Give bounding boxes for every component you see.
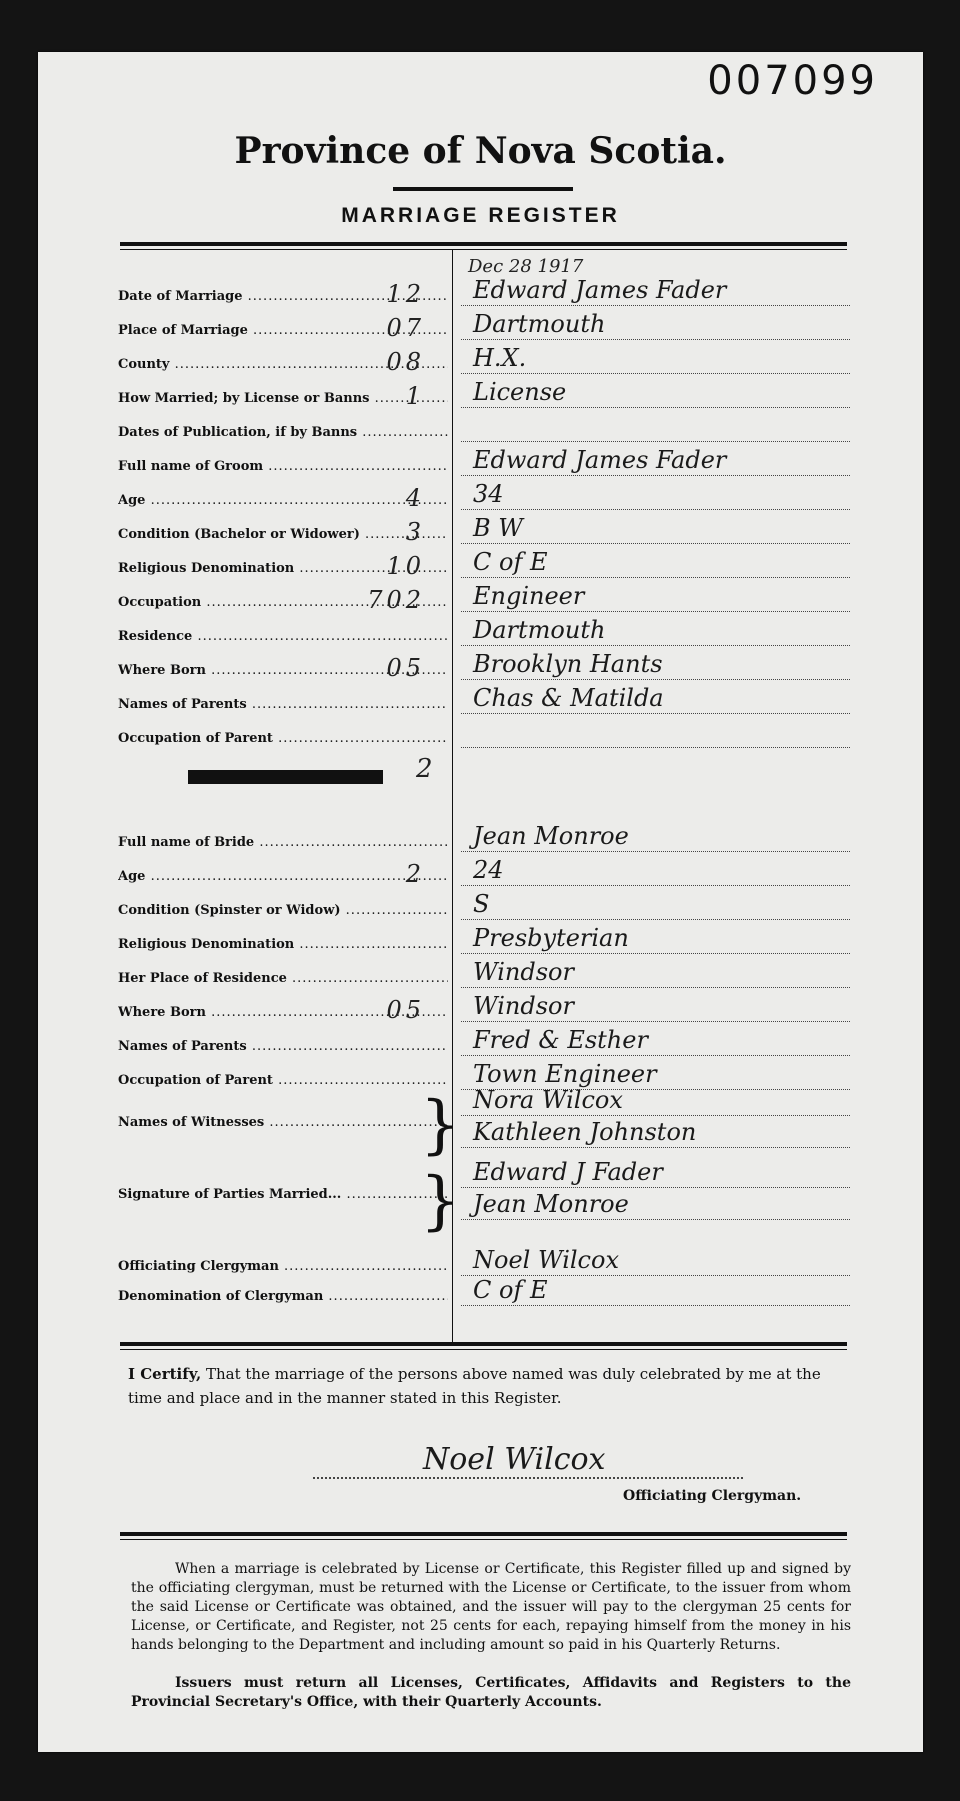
- register-row: [116, 344, 850, 378]
- row-code: 08: [386, 348, 425, 376]
- row-label: Date of Marriage .....: [118, 289, 448, 304]
- row-label: Occupation of Parent .....: [118, 731, 448, 746]
- register-row: [116, 446, 850, 480]
- row-code: 1: [405, 382, 425, 410]
- certify-lead: I Certify,: [128, 1365, 202, 1383]
- row-label: Age .....: [118, 493, 448, 508]
- row-value: [461, 717, 850, 748]
- row-code: 10: [386, 552, 425, 580]
- register-row: [116, 684, 850, 718]
- row-value: Chas & Matilda: [461, 683, 850, 714]
- row-value: Edward James Fader: [461, 445, 850, 476]
- row-value: Fred & Esther: [461, 1025, 850, 1056]
- witness-1-value: Nora Wilcox: [461, 1085, 850, 1116]
- row-value: C of E: [461, 547, 850, 578]
- row-code: 4: [405, 484, 425, 512]
- register-row: [116, 856, 850, 890]
- row-code: 702: [367, 586, 425, 614]
- row-label: County .....: [118, 357, 448, 372]
- row-value: Dartmouth: [461, 615, 850, 646]
- register-row: [116, 616, 850, 650]
- register-row: [116, 310, 850, 344]
- signature-1-value: Edward J Fader: [461, 1157, 850, 1188]
- row-value: C of E: [461, 1275, 850, 1306]
- row-value: Windsor: [461, 957, 850, 988]
- row-value: B W: [461, 513, 850, 544]
- row-label: Condition (Bachelor or Widower) .....: [118, 527, 448, 542]
- signature-row-2: [116, 1187, 850, 1224]
- row-value: Presbyterian: [461, 923, 850, 954]
- register-row: [116, 650, 850, 684]
- row-value: [461, 411, 850, 442]
- row-value: Brooklyn Hants: [461, 649, 850, 680]
- bride-section-bar: [188, 770, 383, 784]
- row-label: Condition (Spinster or Widow) .....: [118, 903, 448, 918]
- row-value: License: [461, 377, 850, 408]
- register-row: [116, 722, 850, 752]
- row-label: Officiating Clergyman .....: [118, 1259, 448, 1274]
- register-row: [116, 548, 850, 582]
- row-label: Age .....: [118, 869, 448, 884]
- row-value: Noel Wilcox: [461, 1245, 850, 1276]
- middle-rule: [120, 1342, 847, 1350]
- row-label: Where Born .....: [118, 663, 448, 678]
- row-value: H.X.: [461, 343, 850, 374]
- row-label: Names of Parents .....: [118, 1039, 448, 1054]
- row-value: Edward James Fader: [461, 275, 850, 306]
- register-row: [116, 276, 850, 310]
- row-value: Jean Monroe: [461, 821, 850, 852]
- register-row: [116, 378, 850, 412]
- register-row: [116, 514, 850, 548]
- row-code: 07: [386, 314, 425, 342]
- instructions-paragraph: When a marriage is celebrated by License or Certificate, this Register filled up and signed by the officiating clergyman, must be returned with the License or Certificate, to the issuer from whom the said License or Certificate was obtained, and the issuer will pay to the clergyman 25 cents for License, or Certificate, and Register, not 25 cents for each, repaying himself from the money in his hands belonging to the Department and including amount so paid in his Quarterly Returns.: [131, 1561, 851, 1653]
- title-rule: [393, 187, 573, 191]
- row-label: Occupation .....: [118, 595, 448, 610]
- row-code: 12: [386, 280, 425, 308]
- signature-2-value: Jean Monroe: [461, 1189, 850, 1220]
- row-label: Dates of Publication, if by Banns .....: [118, 425, 448, 440]
- row-label: Her Place of Residence .....: [118, 971, 448, 986]
- row-code: 05: [386, 996, 425, 1024]
- register-form: [38, 52, 923, 1752]
- row-label: How Married; by License or Banns .....: [118, 391, 448, 406]
- row-value: 24: [461, 855, 850, 886]
- row-value: Dartmouth: [461, 309, 850, 340]
- register-row: [116, 1026, 850, 1060]
- row-label: Place of Marriage .....: [118, 323, 448, 338]
- row-label: Occupation of Parent .....: [118, 1073, 448, 1088]
- form-title: Province of Nova Scotia.: [234, 130, 727, 172]
- row-code: 3: [405, 518, 425, 546]
- certify-body: That the marriage of the persons above named was duly celebrated by me at the time and place and in the manner stated in this Register.: [128, 1365, 821, 1407]
- row-value: Town Engineer: [461, 1059, 850, 1090]
- witnesses-brace: }: [420, 1088, 461, 1162]
- issuers-paragraph: Issuers must return all Licenses, Certificates, Affidavits and Registers to the Provincial Secretary's Office, with their Quarterly Accounts.: [131, 1675, 851, 1710]
- witness-2-value: Kathleen Johnston: [461, 1117, 850, 1148]
- register-row: [116, 582, 850, 616]
- row-label: Full name of Groom .....: [118, 459, 448, 474]
- register-row: [116, 992, 850, 1026]
- register-row: [116, 480, 850, 514]
- register-row: [116, 958, 850, 992]
- row-value: S: [461, 889, 850, 920]
- row-value: Engineer: [461, 581, 850, 612]
- row-label: Denomination of Clergyman .....: [118, 1289, 448, 1304]
- witness-row-2: [116, 1115, 850, 1152]
- row-label: Where Born .....: [118, 1005, 448, 1020]
- top-rule: [120, 242, 847, 250]
- row-label: Residence .....: [118, 629, 448, 644]
- row-value: Windsor: [461, 991, 850, 1022]
- row-label: Religious Denomination .....: [118, 937, 448, 952]
- register-row: [116, 416, 850, 446]
- signatures-label: Signature of Parties Married... .....: [118, 1187, 448, 1202]
- form-subtitle: MARRIAGE REGISTER: [341, 204, 620, 227]
- row-code: 2: [405, 860, 425, 888]
- register-row: [116, 924, 850, 958]
- witnesses-label: Names of Witnesses .....: [118, 1115, 448, 1130]
- signatures-brace: }: [420, 1164, 461, 1238]
- register-row: [116, 890, 850, 924]
- clergy-signature: Noel Wilcox: [313, 1442, 743, 1479]
- register-row: [116, 1276, 850, 1310]
- date-note: Dec 28 1917: [468, 256, 584, 277]
- row-label: Full name of Bride .....: [118, 835, 448, 850]
- register-row: [116, 822, 850, 856]
- row-code: 05: [386, 654, 425, 682]
- bride-code: 2: [416, 754, 433, 784]
- row-label: Names of Parents .....: [118, 697, 448, 712]
- certification-text: [128, 1362, 848, 1410]
- serial-number: 007099: [707, 58, 878, 104]
- row-value: 34: [461, 479, 850, 510]
- row-label: Religious Denomination .....: [118, 561, 448, 576]
- clergy-signature-caption: Officiating Clergyman.: [623, 1488, 802, 1504]
- bottom-rule: [120, 1532, 847, 1540]
